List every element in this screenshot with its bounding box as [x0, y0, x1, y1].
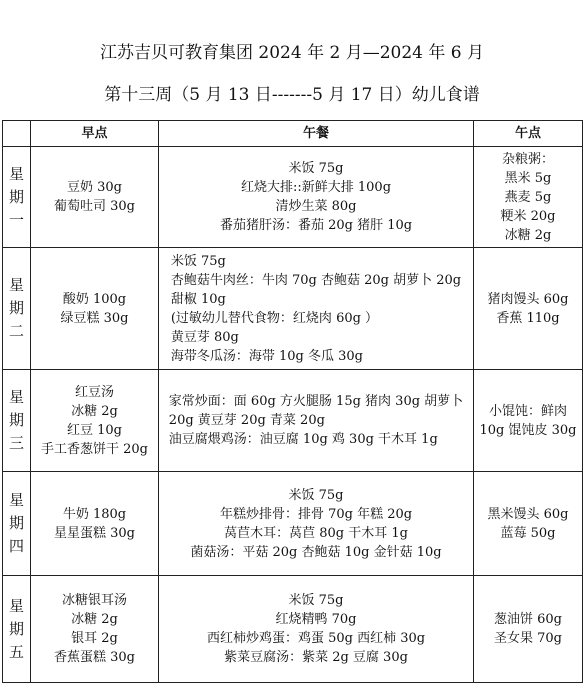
day-cell-line: 四	[8, 537, 24, 555]
snack-cell-line: 葱油饼 60g	[494, 612, 562, 627]
day-cell	[3, 248, 31, 370]
snack-cell-line: 黑米馒头 60g	[487, 506, 569, 522]
breakfast-cell-line: 酸奶 100g	[62, 291, 127, 307]
breakfast-cell-line: 红豆 10g	[67, 422, 122, 438]
snack-cell-line: 香蕉 110g	[496, 310, 560, 326]
breakfast-cell-line: 红豆汤	[74, 384, 114, 400]
snack-cell-line: 黑米 5g	[504, 170, 552, 186]
lunch-cell-line: 甜椒 10g	[170, 291, 226, 307]
day-cell-line: 星	[8, 491, 24, 509]
breakfast-cell-line: 冰糖银耳汤	[61, 593, 127, 608]
breakfast-cell	[31, 370, 159, 472]
day-cell-line: 三	[8, 434, 24, 452]
lunch-cell-line: 20g 黄豆芽 20g 青菜 20g	[168, 413, 325, 428]
snack-cell	[474, 147, 583, 248]
document-title: 江苏吉贝可教育集团 2024 年 2 月—2024 年 6 月	[100, 43, 484, 63]
lunch-cell	[159, 472, 474, 576]
day-cell-line: 期	[8, 514, 24, 532]
snack-cell-line: 蓝莓 50g	[500, 525, 556, 541]
snack-cell	[474, 370, 583, 472]
snack-cell-line: 猪肉馒头 60g	[487, 291, 569, 307]
day-cell	[3, 147, 31, 248]
day-cell-line: 五	[8, 642, 24, 661]
week-subtitle: 第十三周（5 月 13 日-------5 月 17 日）幼儿食谱	[104, 85, 480, 105]
breakfast-cell-line: 银耳 2g	[71, 631, 118, 646]
menu-row	[3, 370, 583, 472]
lunch-cell-line: 红烧大排::新鲜大排 100g	[240, 180, 392, 195]
header-breakfast: 早点	[31, 121, 159, 147]
snack-cell-line: 小馄饨：鲜肉	[488, 403, 567, 419]
lunch-cell-line: 菌菇汤：平菇 20g 杏鲍菇 10g 金针菇 10g	[190, 544, 442, 560]
lunch-cell-line: 米饭 75g	[170, 253, 226, 269]
breakfast-cell-line: 牛奶 180g	[62, 506, 127, 522]
lunch-cell-line: 紫菜豆腐汤：紫菜 2g 豆腐 30g	[224, 650, 408, 665]
lunch-cell-line: 油豆腐煨鸡汤：油豆腐 10g 鸡 30g 干木耳 1g	[168, 432, 438, 447]
breakfast-cell	[31, 147, 159, 248]
day-cell-line: 星	[8, 596, 24, 615]
breakfast-cell-line: 绿豆糕 30g	[60, 310, 129, 326]
header-snack: 午点	[474, 121, 583, 147]
lunch-cell-line: 米饭 75g	[288, 161, 344, 176]
lunch-cell	[159, 576, 474, 683]
breakfast-cell-line: 葡萄吐司 30g	[54, 199, 135, 214]
day-cell-line: 期	[8, 411, 24, 429]
menu-row	[3, 248, 583, 370]
breakfast-cell	[31, 472, 159, 576]
breakfast-cell-line: 豆奶 30g	[67, 180, 122, 195]
lunch-cell-line: 米饭 75g	[288, 593, 344, 608]
day-cell-line: 期	[8, 299, 24, 317]
day-cell-line: 期	[8, 187, 24, 206]
snack-cell-line: 冰糖 2g	[504, 227, 552, 243]
breakfast-cell	[31, 248, 159, 370]
day-cell	[3, 370, 31, 472]
day-cell-line: 一	[8, 210, 24, 229]
header-day	[3, 121, 31, 147]
day-cell-line: 星	[8, 164, 24, 183]
lunch-cell-line: 家常炒面：面 60g 方火腿肠 15g 猪肉 30g 胡萝卜	[168, 394, 464, 409]
breakfast-cell-line: 香蕉蛋糕 30g	[54, 650, 135, 665]
menu-row	[3, 147, 583, 248]
snack-cell-line: 杂粮粥：	[501, 151, 554, 167]
lunch-cell-line: 杏鲍菇牛肉丝：牛肉 70g 杏鲍菇 20g 胡萝卜 20g	[170, 272, 462, 288]
lunch-cell-line: 黄豆芽 80g	[170, 329, 239, 345]
lunch-cell-line: 莴苣木耳：莴苣 80g 干木耳 1g	[224, 525, 408, 541]
header-lunch: 午餐	[159, 121, 474, 147]
snack-cell-line: 圣女果 70g	[494, 631, 562, 646]
breakfast-cell-line: 冰糖 2g	[71, 612, 118, 627]
lunch-cell-line: 红烧精鸭 70g	[275, 612, 357, 627]
snack-cell-line: 粳米 20g	[500, 208, 556, 224]
day-cell	[3, 472, 31, 576]
snack-cell-line: 10g 馄饨皮 30g	[479, 422, 577, 438]
snack-cell-line: 燕麦 5g	[504, 189, 552, 205]
breakfast-cell	[31, 576, 159, 683]
menu-row	[3, 472, 583, 576]
lunch-cell-line: (过敏幼儿替代食物：红烧肉 60g ）	[170, 310, 379, 326]
lunch-cell-line: 年糕炒排骨：排骨 70g 年糕 20g	[219, 506, 413, 522]
day-cell-line: 二	[8, 322, 24, 340]
snack-cell	[474, 472, 583, 576]
lunch-cell-line: 清炒生菜 80g	[275, 199, 357, 214]
lunch-cell-line: 海带冬瓜汤：海带 10g 冬瓜 30g	[170, 348, 363, 364]
lunch-cell-line: 西红柿炒鸡蛋：鸡蛋 50g 西红柿 30g	[206, 631, 426, 646]
day-cell-line: 星	[8, 276, 24, 294]
day-cell-line: 期	[8, 619, 24, 638]
day-cell	[3, 576, 31, 683]
lunch-cell	[159, 370, 474, 472]
lunch-cell-line: 番茄猪肝汤：番茄 20g 猪肝 10g	[219, 218, 413, 233]
snack-cell	[474, 248, 583, 370]
header-row	[3, 121, 583, 147]
lunch-cell-line: 米饭 75g	[288, 487, 344, 503]
menu-row	[3, 576, 583, 683]
lunch-cell	[159, 248, 474, 370]
day-cell-line: 星	[8, 388, 24, 406]
menu-table	[2, 120, 583, 683]
breakfast-cell-line: 手工香葱饼干 20g	[41, 441, 148, 457]
breakfast-cell-line: 冰糖 2g	[71, 403, 118, 419]
lunch-cell	[159, 147, 474, 248]
snack-cell	[474, 576, 583, 683]
breakfast-cell-line: 星星蛋糕 30g	[54, 525, 135, 541]
